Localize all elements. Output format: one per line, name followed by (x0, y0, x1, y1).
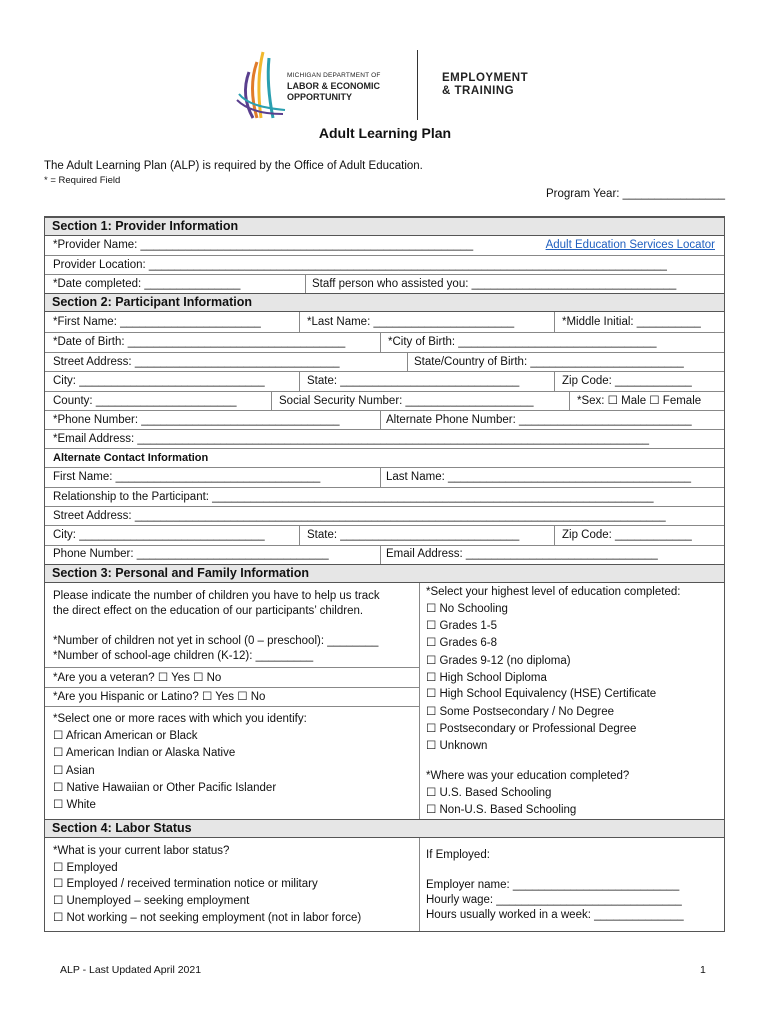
county-field[interactable]: County: ______________________ (53, 395, 237, 407)
race-option[interactable]: ☐ African American or Black (53, 730, 198, 742)
row-divider (45, 545, 724, 546)
children-intro-1: Please indicate the number of children you have to help us track (53, 590, 380, 602)
row-divider (45, 467, 724, 468)
alt-phone-number-field[interactable]: Phone Number: ______________________________ (53, 548, 329, 560)
row-divider (45, 352, 724, 353)
col-divider (299, 525, 300, 545)
row-divider (45, 429, 724, 430)
relationship-field[interactable]: Relationship to the Participant: _____________________________________________________________________ (53, 491, 654, 503)
required-note: * = Required Field (44, 175, 121, 186)
row-divider (45, 371, 724, 372)
col-divider (299, 371, 300, 391)
row-divider (45, 332, 724, 333)
zip-field[interactable]: Zip Code: ____________ (562, 375, 692, 387)
page-number: 1 (700, 964, 706, 976)
state-field[interactable]: State: ____________________________ (307, 375, 520, 387)
logo-agency-name (287, 70, 381, 103)
education-option[interactable]: ☐ No Schooling (426, 603, 508, 615)
date-completed-field[interactable]: *Date completed: _______________ (53, 278, 241, 290)
race-option[interactable]: ☐ White (53, 799, 96, 811)
page-title: Adult Learning Plan (318, 125, 452, 141)
phone-field[interactable]: *Phone Number: _______________________________ (53, 414, 340, 426)
race-option[interactable]: ☐ Asian (53, 765, 95, 777)
hourly-wage-field[interactable]: Hourly wage: _____________________________ (426, 894, 682, 906)
section-1-header: Section 1: Provider Information (45, 217, 724, 236)
col-divider (554, 371, 555, 391)
children-school-age-field[interactable]: *Number of school-age children (K-12): _________ (53, 650, 314, 662)
employer-name-field[interactable]: Employer name: __________________________ (426, 879, 680, 891)
intro-text: The Adult Learning Plan (ALP) is required by the Office of Adult Education. (44, 160, 423, 172)
dob-field[interactable]: *Date of Birth: __________________________________ (53, 336, 346, 348)
row-divider (45, 706, 419, 707)
education-where-prompt: *Where was your education completed? (426, 770, 630, 782)
education-option[interactable]: ☐ High School Diploma (426, 672, 547, 684)
logo-line-1: MICHIGAN DEPARTMENT OF (287, 72, 381, 79)
col-divider (380, 467, 381, 487)
provider-name-field[interactable]: *Provider Name: ____________________________________________________ (53, 239, 474, 251)
row-divider (45, 687, 419, 688)
if-employed-label: If Employed: (426, 849, 490, 861)
section-4-header: Section 4: Labor Status (45, 819, 724, 838)
provider-location-field[interactable]: Provider Location: _________________________________________________________________________________ (53, 259, 667, 271)
first-name-field[interactable]: *First Name: ______________________ (53, 316, 261, 328)
col-divider (380, 332, 381, 352)
veteran-field[interactable]: *Are you a veteran? ☐ Yes ☐ No (53, 672, 222, 684)
education-option[interactable]: ☐ Grades 1-5 (426, 620, 498, 632)
alt-last-name-field[interactable]: Last Name: ______________________________________ (386, 471, 692, 483)
alt-state-field[interactable]: State: ____________________________ (307, 529, 520, 541)
row-divider (45, 410, 724, 411)
col-divider (569, 391, 570, 410)
alt-zip-field[interactable]: Zip Code: ____________ (562, 529, 692, 541)
row-divider (45, 448, 724, 449)
alt-email-field[interactable]: Email Address: ______________________________ (386, 548, 658, 560)
races-prompt: *Select one or more races with which you identify: (53, 713, 307, 725)
education-prompt: *Select your highest level of education completed: (426, 586, 681, 598)
row-divider (45, 274, 724, 275)
education-option[interactable]: ☐ Some Postsecondary / No Degree (426, 706, 615, 718)
race-option[interactable]: ☐ American Indian or Alaska Native (53, 747, 236, 759)
education-option[interactable]: ☐ Unknown (426, 740, 488, 752)
row-divider (45, 255, 724, 256)
hours-week-field[interactable]: Hours usually worked in a week: ______________ (426, 909, 684, 921)
col-divider (554, 525, 555, 545)
logo-line-3: OPPORTUNITY (287, 92, 353, 102)
middle-initial-field[interactable]: *Middle Initial: __________ (562, 316, 701, 328)
education-option[interactable]: ☐ High School Equivalency (HSE) Certificate (426, 688, 657, 700)
race-option[interactable]: ☐ Native Hawaiian or Other Pacific Islander (53, 782, 277, 794)
children-intro-2: the direct effect on the education of our participants’ children. (53, 605, 364, 617)
locator-link[interactable]: Adult Education Services Locator (545, 239, 715, 251)
alt-contact-header: Alternate Contact Information (53, 452, 209, 464)
section-3-header: Section 3: Personal and Family Information (45, 564, 724, 583)
ssn-field[interactable]: Social Security Number: ____________________ (279, 395, 534, 407)
col-divider (554, 312, 555, 332)
alt-city-field[interactable]: City: _____________________________ (53, 529, 265, 541)
education-where-option[interactable]: ☐ U.S. Based Schooling (426, 787, 552, 799)
logo-divider (417, 50, 418, 120)
email-field[interactable]: *Email Address: ________________________________________________________________________________ (53, 433, 650, 445)
col-divider (419, 583, 420, 819)
staff-person-field[interactable]: Staff person who assisted you: ________________________________ (312, 278, 677, 290)
row-divider (45, 487, 724, 488)
col-divider (419, 838, 420, 931)
sex-field[interactable]: *Sex: ☐ Male ☐ Female (577, 395, 702, 407)
education-option[interactable]: ☐ Grades 6-8 (426, 637, 498, 649)
col-divider (271, 391, 272, 410)
labor-option[interactable]: ☐ Employed / received termination notice or military (53, 878, 318, 890)
col-divider (407, 352, 408, 371)
labor-option[interactable]: ☐ Employed (53, 862, 118, 874)
hispanic-field[interactable]: *Are you Hispanic or Latino? ☐ Yes ☐ No (53, 691, 266, 703)
alt-phone-field[interactable]: Alternate Phone Number: ___________________________ (386, 414, 692, 426)
education-option[interactable]: ☐ Grades 9-12 (no diploma) (426, 655, 571, 667)
logo-line-2: LABOR & ECONOMIC (287, 81, 380, 91)
labor-option[interactable]: ☐ Not working – not seeking employment (not in labor force) (53, 912, 362, 924)
labor-option[interactable]: ☐ Unemployed – seeking employment (53, 895, 250, 907)
col-divider (380, 545, 381, 564)
col-divider (380, 410, 381, 429)
labor-prompt: *What is your current labor status? (53, 845, 230, 857)
logo-right-line-2: & TRAINING (442, 85, 515, 97)
row-divider (45, 506, 724, 507)
col-divider (299, 312, 300, 332)
alt-first-name-field[interactable]: First Name: ________________________________ (53, 471, 321, 483)
row-divider (45, 525, 724, 526)
section-2-header: Section 2: Participant Information (45, 293, 724, 312)
state-country-birth-field[interactable]: State/Country of Birth: ________________________ (414, 356, 684, 368)
street-address-field[interactable]: Street Address: ________________________________ (53, 356, 340, 368)
logo-right-line-1: EMPLOYMENT (442, 72, 529, 84)
logo-division-name (442, 72, 528, 98)
children-preschool-field[interactable]: *Number of children not yet in school (0 – preschool): ________ (53, 635, 379, 647)
city-field[interactable]: City: _____________________________ (53, 375, 265, 387)
last-name-field[interactable]: *Last Name: ______________________ (307, 316, 515, 328)
education-where-option[interactable]: ☐ Non-U.S. Based Schooling (426, 804, 577, 816)
row-divider (45, 391, 724, 392)
col-divider (305, 274, 306, 293)
row-divider (45, 667, 419, 668)
footer-revision: ALP - Last Updated April 2021 (60, 964, 202, 976)
education-option[interactable]: ☐ Postsecondary or Professional Degree (426, 723, 637, 735)
program-year-field[interactable]: Program Year: ________________ (545, 188, 725, 200)
alt-street-field[interactable]: Street Address: ___________________________________________________________________________________ (53, 510, 666, 522)
city-of-birth-field[interactable]: *City of Birth: _______________________________ (388, 336, 657, 348)
